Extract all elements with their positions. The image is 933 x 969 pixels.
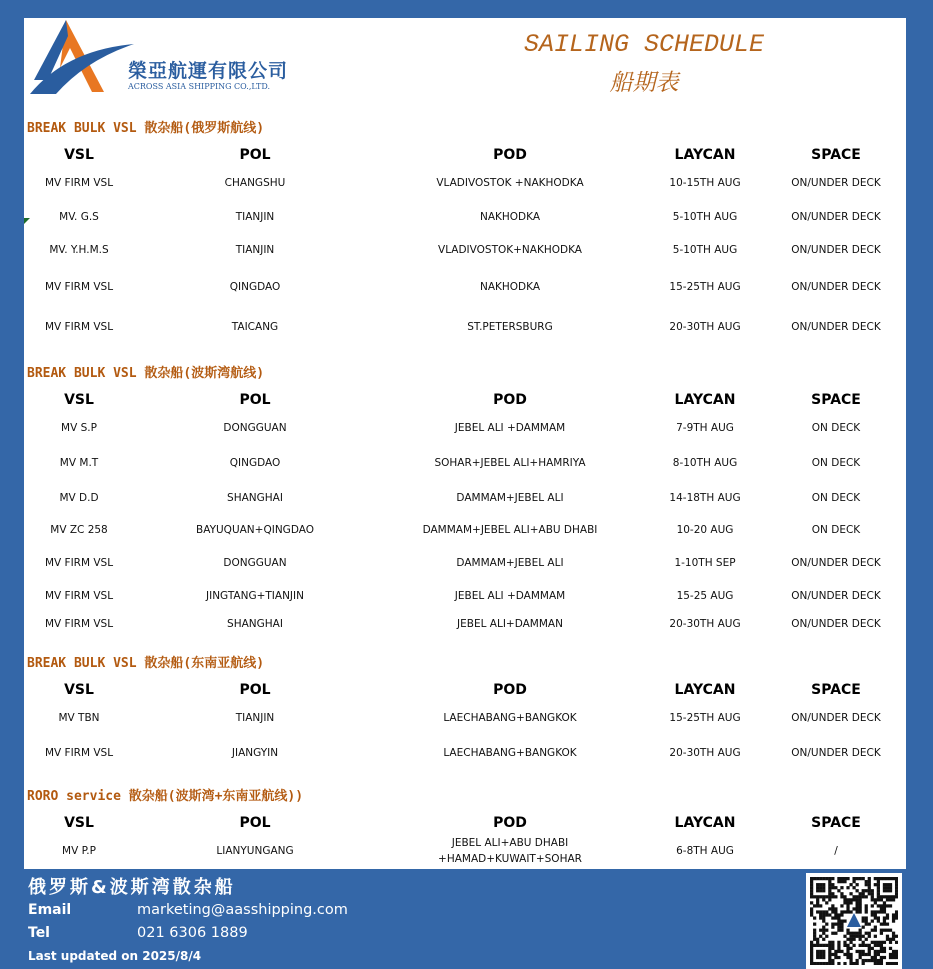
cell-vsl: MV FIRM VSL	[44, 177, 114, 189]
column-header-space: SPACE	[811, 392, 861, 408]
cell-laycan: 10-15TH AUG	[669, 177, 741, 189]
column-header-pod: POD	[493, 392, 527, 408]
cell-pod: JEBEL ALI +DAMMAM	[454, 422, 566, 434]
cell-space: ON/UNDER DECK	[791, 747, 881, 759]
footer-title: 俄罗斯&波斯湾散杂船	[28, 877, 236, 898]
cell-pol: JIANGYIN	[231, 747, 279, 759]
cell-pol: DONGGUAN	[223, 422, 287, 434]
cell-space: ON/UNDER DECK	[791, 712, 881, 724]
cell-laycan: 20-30TH AUG	[669, 747, 741, 759]
column-header-vsl: VSL	[64, 815, 94, 831]
cell-pod: JEBEL ALI+ABU DHABI +HAMAD+KUWAIT+SOHAR	[438, 837, 582, 865]
column-header-pol: POL	[239, 147, 271, 163]
cell-pod: DAMMAM+JEBEL ALI+ABU DHABI	[422, 524, 598, 536]
cell-vsl: MV FIRM VSL	[44, 321, 114, 333]
cell-laycan: 14-18TH AUG	[669, 492, 741, 504]
column-header-pod: POD	[493, 682, 527, 698]
cell-pol: DONGGUAN	[223, 557, 287, 569]
cell-pod: JEBEL ALI +DAMMAM	[454, 590, 566, 602]
logo-triangle-icon	[26, 20, 136, 98]
cell-pod: JEBEL ALI+DAMMAN	[457, 618, 563, 630]
column-header-vsl: VSL	[64, 392, 94, 408]
section-title: RORO service 散杂船(波斯湾+东南亚航线))	[27, 789, 304, 804]
column-header-space: SPACE	[811, 682, 861, 698]
column-header-laycan: LAYCAN	[674, 392, 736, 408]
cell-pol: TIANJIN	[235, 712, 275, 724]
column-header-pol: POL	[239, 682, 271, 698]
cell-vsl: MV. Y.H.M.S	[49, 244, 109, 256]
column-header-vsl: VSL	[64, 147, 94, 163]
tel-value: 021 6306 1889	[137, 925, 248, 941]
cell-vsl: MV ZC 258	[50, 524, 108, 536]
cell-vsl: MV P.P	[62, 845, 96, 857]
email-link[interactable]: marketing@aasshipping.com	[137, 902, 348, 918]
cell-laycan: 5-10TH AUG	[672, 244, 738, 256]
last-updated: Last updated on 2025/8/4	[28, 949, 202, 963]
cell-pol: QINGDAO	[229, 281, 281, 293]
cell-vsl: MV FIRM VSL	[44, 618, 114, 630]
company-logo	[24, 18, 294, 100]
cell-pol: BAYUQUAN+QINGDAO	[196, 524, 314, 536]
company-name-cn: 榮亞航運有限公司	[128, 60, 289, 82]
cell-space: ON/UNDER DECK	[791, 321, 881, 333]
cell-laycan: 6-8TH AUG	[676, 845, 734, 857]
qr-code	[806, 873, 902, 969]
schedule-sheet	[24, 18, 906, 869]
cell-laycan: 8-10TH AUG	[672, 457, 738, 469]
title-sailing-schedule: SAILING SCHEDULE	[523, 30, 765, 59]
cell-pod: ST.PETERSBURG	[467, 321, 553, 333]
cell-space: ON/UNDER DECK	[791, 177, 881, 189]
column-header-laycan: LAYCAN	[674, 682, 736, 698]
cell-space: ON DECK	[811, 492, 861, 504]
cell-space: ON/UNDER DECK	[791, 211, 881, 223]
cell-pol: QINGDAO	[229, 457, 281, 469]
cell-pol: LIANYUNGANG	[216, 845, 294, 857]
tel-label: Tel	[28, 925, 50, 941]
cell-pod: DAMMAM+JEBEL ALI	[456, 492, 564, 504]
cell-vsl: MV FIRM VSL	[44, 281, 114, 293]
cell-pod: VLADIVOSTOK+NAKHODKA	[438, 244, 582, 256]
cell-space: ON/UNDER DECK	[791, 618, 881, 630]
cell-laycan: 10-20 AUG	[676, 524, 734, 536]
cell-vsl: MV M.T	[59, 457, 99, 469]
cell-pod: VLADIVOSTOK +NAKHODKA	[436, 177, 584, 189]
cell-vsl: MV. G.S	[59, 211, 99, 223]
cell-pol: JINGTANG+TIANJIN	[206, 590, 304, 602]
cell-vsl: MV FIRM VSL	[44, 590, 114, 602]
cell-space: /	[834, 845, 838, 857]
column-header-space: SPACE	[811, 815, 861, 831]
cell-pod: SOHAR+JEBEL ALI+HAMRIYA	[434, 457, 586, 469]
column-header-laycan: LAYCAN	[674, 815, 736, 831]
column-header-laycan: LAYCAN	[674, 147, 736, 163]
email-label: Email	[28, 902, 72, 918]
cell-vsl: MV FIRM VSL	[44, 557, 114, 569]
cell-comment-marker	[24, 218, 30, 224]
cell-laycan: 5-10TH AUG	[672, 211, 738, 223]
column-header-space: SPACE	[811, 147, 861, 163]
cell-space: ON/UNDER DECK	[791, 557, 881, 569]
title-cn: 船期表	[609, 70, 679, 96]
cell-space: ON DECK	[811, 524, 861, 536]
section-title: BREAK BULK VSL 散杂船(东南亚航线)	[27, 656, 265, 671]
cell-pod: NAKHODKA	[479, 211, 541, 223]
cell-pod: DAMMAM+JEBEL ALI	[456, 557, 564, 569]
column-header-pol: POL	[239, 815, 271, 831]
cell-space: ON DECK	[811, 422, 861, 434]
cell-laycan: 15-25TH AUG	[669, 281, 741, 293]
cell-laycan: 15-25 AUG	[676, 590, 734, 602]
cell-pod: LAECHABANG+BANGKOK	[443, 747, 577, 759]
cell-space: ON DECK	[811, 457, 861, 469]
column-header-pod: POD	[493, 815, 527, 831]
cell-pod: NAKHODKA	[479, 281, 541, 293]
cell-laycan: 20-30TH AUG	[669, 618, 741, 630]
column-header-pod: POD	[493, 147, 527, 163]
section-title: BREAK BULK VSL 散杂船(俄罗斯航线)	[27, 121, 265, 136]
cell-laycan: 7-9TH AUG	[676, 422, 734, 434]
cell-vsl: MV D.D	[59, 492, 99, 504]
section-title: BREAK BULK VSL 散杂船(波斯湾航线)	[27, 366, 265, 381]
cell-laycan: 15-25TH AUG	[669, 712, 741, 724]
cell-pod: LAECHABANG+BANGKOK	[443, 712, 577, 724]
cell-pol: SHANGHAI	[227, 618, 283, 630]
cell-pol: TAICANG	[231, 321, 279, 333]
cell-laycan: 1-10TH SEP	[674, 557, 736, 569]
cell-space: ON/UNDER DECK	[791, 244, 881, 256]
qr-code-icon	[810, 877, 898, 965]
column-header-pol: POL	[239, 392, 271, 408]
cell-vsl: MV TBN	[58, 712, 100, 724]
cell-vsl: MV S.P	[61, 422, 97, 434]
cell-space: ON/UNDER DECK	[791, 281, 881, 293]
column-header-vsl: VSL	[64, 682, 94, 698]
cell-laycan: 20-30TH AUG	[669, 321, 741, 333]
cell-pol: CHANGSHU	[224, 177, 286, 189]
cell-pol: SHANGHAI	[227, 492, 283, 504]
cell-space: ON/UNDER DECK	[791, 590, 881, 602]
cell-pol: TIANJIN	[235, 211, 275, 223]
cell-vsl: MV FIRM VSL	[44, 747, 114, 759]
cell-pol: TIANJIN	[235, 244, 275, 256]
company-name-en: ACROSS ASIA SHIPPING CO.,LTD.	[128, 82, 271, 91]
